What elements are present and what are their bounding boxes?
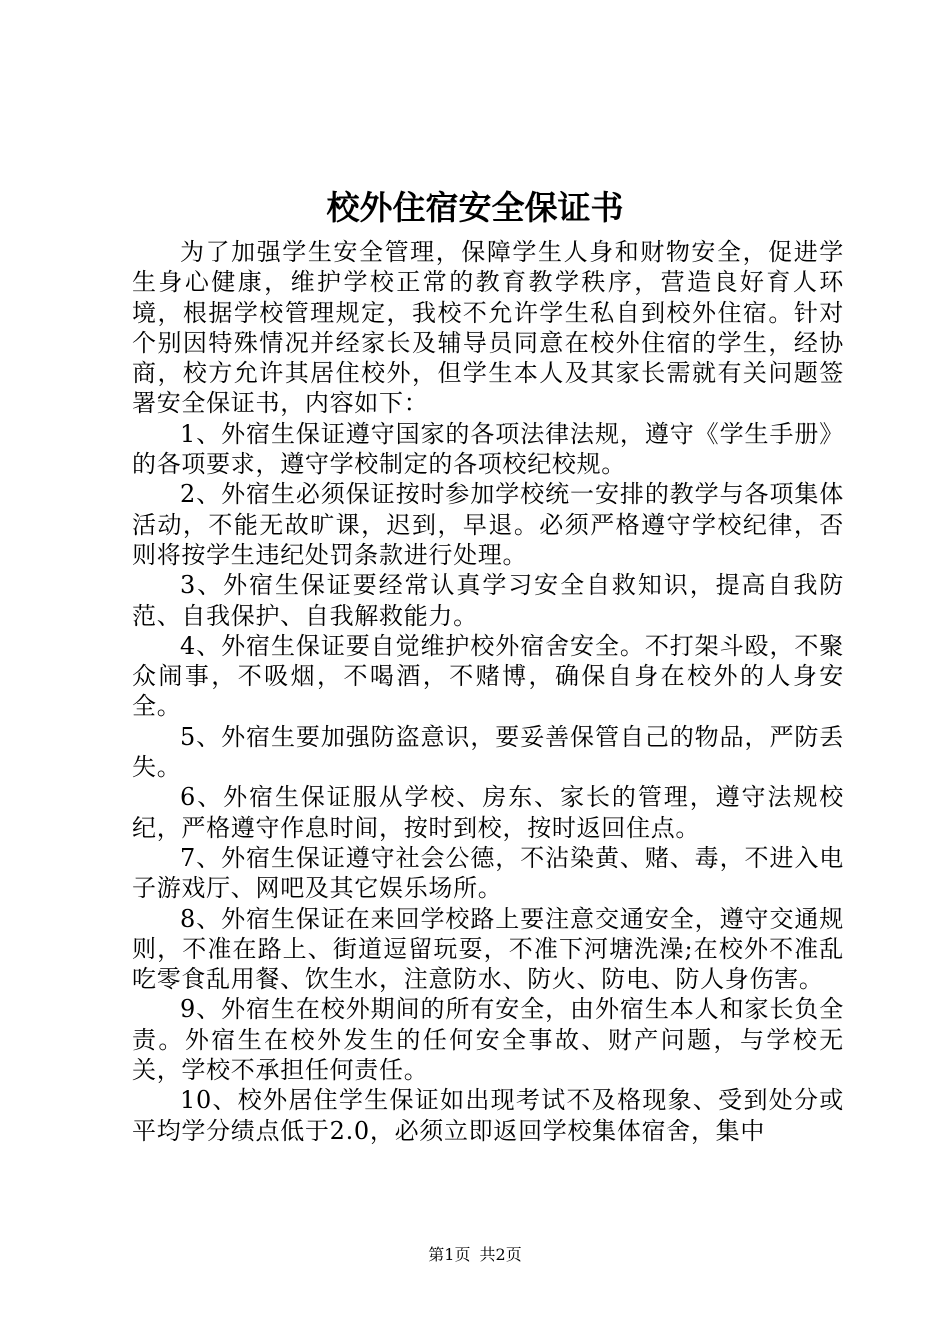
- clause-8: 8、外宿生保证在来回学校路上要注意交通安全，遵守交通规则，不准在路上、街道逗留玩耍，不准下河塘洗澡;在校外不准乱吃零食乱用餐、饮生水，注意防水、防火、防电、防人身伤害。: [132, 904, 844, 994]
- page-number-total: 共2页: [479, 1245, 522, 1264]
- page-number-current: 第1页: [428, 1245, 471, 1264]
- clause-4: 4、外宿生保证要自觉维护校外宿舍安全。不打架斗殴，不聚众闹事，不吸烟，不喝酒，不赌博，确保自身在校外的人身安全。: [132, 631, 844, 721]
- document-body: [132, 237, 844, 1146]
- clause-6: 6、外宿生保证服从学校、房东、家长的管理，遵守法规校纪，严格遵守作息时间，按时到校，按时返回住点。: [132, 783, 844, 842]
- clause-2: 2、外宿生必须保证按时参加学校统一安排的教学与各项集体活动，不能无故旷课，迟到，早退。必须严格遵守学校纪律，否则将按学生违纪处罚条款进行处理。: [132, 480, 844, 569]
- clause-7: 7、外宿生保证遵守社会公德，不沾染黄、赌、毒，不进入电子游戏厅、网吧及其它娱乐场所。: [132, 843, 844, 903]
- document-title: 校外住宿安全保证书: [326, 188, 624, 227]
- clause-1: 1、外宿生保证遵守国家的各项法律法规，遵守《学生手册》的各项要求，遵守学校制定的各项校纪校规。: [132, 419, 844, 479]
- page-footer: [0, 1243, 950, 1267]
- clause-5: 5、外宿生要加强防盗意识，要妥善保管自己的物品，严防丢失。: [132, 722, 844, 782]
- intro-paragraph: 为了加强学生安全管理，保障学生人身和财物安全，促进学生身心健康，维护学校正常的教育教学秩序，营造良好育人环境，根据学校管理规定，我校不允许学生私自到校外住宿。针对个别因特殊情况并经家长及辅导员同意在校外住宿的学生，经协商，校方允许其居住校外，但学生本人及其家长需就有关问题签署安全保证书，内容如下：: [132, 238, 844, 418]
- clause-3: 3、外宿生保证要经常认真学习安全自救知识，提高自我防范、自我保护、自我解救能力。: [132, 571, 844, 630]
- clause-9: 9、外宿生在校外期间的所有安全，由外宿生本人和家长负全责。外宿生在校外发生的任何安全事故、财产问题，与学校无关，学校不承担任何责任。: [132, 995, 844, 1085]
- clause-10: 10、校外居住学生保证如出现考试不及格现象、受到处分或平均学分绩点低于2.0，必须立即返回学校集体宿舍，集中: [132, 1086, 844, 1145]
